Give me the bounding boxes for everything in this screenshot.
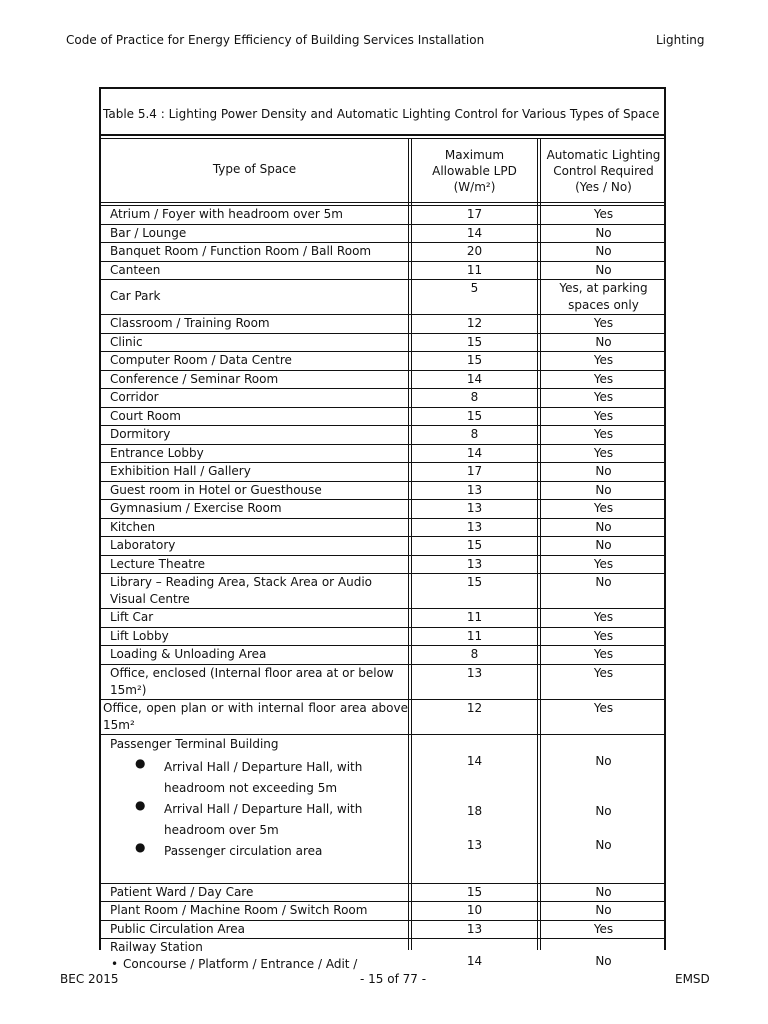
table-row xyxy=(101,206,664,225)
cell-max-lpd: 5 xyxy=(470,281,479,295)
column-header-line: Maximum xyxy=(444,148,505,162)
table-row xyxy=(101,665,664,700)
cell-max-lpd: 11 xyxy=(466,610,483,624)
cell-max-lpd: 14 xyxy=(466,225,483,240)
cell-type-of-space: Lift Car xyxy=(110,610,154,624)
cell-max-lpd: 13 xyxy=(466,482,483,497)
table-row xyxy=(101,574,664,609)
table-row xyxy=(101,482,664,501)
bullet-icon: ● xyxy=(135,755,146,770)
cell-max-lpd: 15 xyxy=(466,353,483,367)
cell-type-of-space: Lecture Theatre xyxy=(110,556,206,571)
cell-type-of-space: Office, open plan or with internal floor area above 15m² xyxy=(103,700,408,732)
cell-max-lpd: 15 xyxy=(466,884,483,899)
bullet-item-line: headroom not exceeding 5m xyxy=(164,780,338,795)
bullet-item-line: Arrival Hall / Departure Hall, with xyxy=(164,801,363,816)
cell-max-lpd: 10 xyxy=(466,903,483,917)
cell-auto-control: Yes xyxy=(593,390,614,404)
cell-auto-control: No xyxy=(595,538,612,552)
bullet-icon: • xyxy=(111,957,119,971)
cell-auto-control: Yes xyxy=(593,556,614,571)
table-row xyxy=(101,884,664,903)
document-header-section: Lighting xyxy=(656,33,705,47)
cell-auto-control: No xyxy=(595,954,612,968)
cell-max-lpd: 11 xyxy=(466,262,483,277)
cell-type-of-space: Computer Room / Data Centre xyxy=(110,353,292,367)
table-row xyxy=(101,243,664,262)
cell-max-lpd: 13 xyxy=(466,501,483,515)
cell-max-lpd: 11 xyxy=(466,628,483,643)
cell-type-of-space: Patient Ward / Day Care xyxy=(110,884,254,899)
table-row xyxy=(101,389,664,408)
cell-max-lpd: 15 xyxy=(466,408,483,423)
cell-auto-control: No xyxy=(595,482,612,497)
table-row xyxy=(101,519,664,538)
column-header-max-lpd xyxy=(412,147,537,195)
lpd-table xyxy=(99,87,666,971)
cell-auto-control: No xyxy=(595,903,612,917)
cell-type-of-space: Atrium / Foyer with headroom over 5m xyxy=(110,207,343,221)
cell-type-of-space: Railway Station xyxy=(110,940,203,954)
cell-auto-control: No xyxy=(595,334,612,349)
column-header-type-of-space: Type of Space xyxy=(212,162,297,176)
cell-max-lpd: 12 xyxy=(466,316,483,330)
cell-type-of-space: Canteen xyxy=(110,262,161,277)
cell-auto-control: No xyxy=(595,225,612,240)
column-header-line: (Yes / No) xyxy=(575,180,632,194)
cell-max-lpd: 15 xyxy=(466,538,483,552)
table-row xyxy=(101,315,664,334)
cell-max-lpd: 8 xyxy=(470,647,479,661)
table-row xyxy=(101,700,664,735)
table-row xyxy=(101,556,664,575)
cell-max-lpd: 17 xyxy=(466,207,483,221)
cell-auto-control: No xyxy=(595,464,612,478)
cell-type-of-space: Banquet Room / Function Room / Ball Room xyxy=(110,244,372,258)
table-row xyxy=(101,921,664,940)
cell-type-of-space: Gymnasium / Exercise Room xyxy=(110,501,282,515)
table-row-railway-station xyxy=(101,939,664,975)
footer-code: BEC 2015 xyxy=(60,972,119,986)
caption-divider xyxy=(101,134,664,136)
header-divider xyxy=(101,202,664,203)
bullet-item-text xyxy=(164,757,399,799)
cell-type-of-space: Office, enclosed (Internal floor area at or below 15m²) xyxy=(110,665,394,697)
table-row xyxy=(101,225,664,244)
table-row xyxy=(101,408,664,427)
cell-auto-control: Yes xyxy=(593,207,614,221)
cell-type-of-space: Kitchen xyxy=(110,519,156,534)
cell-auto-control: Yes xyxy=(593,445,614,460)
cell-max-lpd: 13 xyxy=(466,519,483,534)
cell-auto-control: Yes xyxy=(593,628,614,643)
cell-auto-control: Yes xyxy=(593,700,614,715)
cell-type-of-space: Public Circulation Area xyxy=(110,921,246,936)
bullet-item-line: headroom over 5m xyxy=(164,822,279,837)
cell-auto-control: No xyxy=(595,519,612,534)
cell-max-lpd: 14 xyxy=(466,753,483,768)
cell-max-lpd: 13 xyxy=(466,921,483,936)
cell-auto-control: No xyxy=(595,803,612,818)
cell-max-lpd: 18 xyxy=(466,803,483,818)
document-header-title: Code of Practice for Energy Efficiency of Building Services Installation xyxy=(66,33,485,47)
table-caption-text: Table 5.4 : Lighting Power Density and Automatic Lighting Control for Various Types of Space xyxy=(103,107,660,121)
cell-max-lpd: 14 xyxy=(466,954,483,968)
table-row xyxy=(101,445,664,464)
bullet-item-text xyxy=(164,841,399,862)
table-row xyxy=(101,352,664,371)
cell-type-of-space: Exhibition Hall / Gallery xyxy=(110,464,251,478)
cell-auto-control: No xyxy=(595,262,612,277)
table-row xyxy=(101,646,664,665)
cell-max-lpd: 13 xyxy=(466,556,483,571)
table-row xyxy=(101,902,664,921)
cell-auto-control: Yes xyxy=(593,427,614,441)
cell-max-lpd: 14 xyxy=(466,371,483,386)
column-header-line: Control Required xyxy=(553,164,654,178)
page-number: - 15 of 77 - xyxy=(360,972,427,986)
cell-type-of-space: Clinic xyxy=(110,334,143,349)
cell-type-of-space: Passenger Terminal Building xyxy=(110,736,279,751)
cell-auto-control: Yes xyxy=(593,316,614,330)
cell-type-of-space: Bar / Lounge xyxy=(110,225,187,240)
cell-max-lpd: 8 xyxy=(470,390,479,404)
cell-auto-control: Yes xyxy=(593,665,614,680)
cell-type-of-space: Entrance Lobby xyxy=(110,445,204,460)
cell-type-of-space: Car Park xyxy=(110,289,161,303)
cell-auto-control: Yes xyxy=(593,647,614,661)
bullet-icon: ● xyxy=(135,797,146,812)
table-row xyxy=(101,500,664,519)
footer-publisher: EMSD xyxy=(675,972,710,986)
bullet-item-text: Concourse / Platform / Entrance / Adit / xyxy=(123,957,358,971)
cell-type-of-space: Laboratory xyxy=(110,538,176,552)
cell-auto-control: No xyxy=(595,753,612,768)
cell-type-of-space: Library – Reading Area, Stack Area or Audio Visual Centre xyxy=(110,575,373,606)
bullet-item-line: Arrival Hall / Departure Hall, with xyxy=(164,759,363,774)
cell-max-lpd: 12 xyxy=(466,700,483,715)
cell-type-of-space: Dormitory xyxy=(110,427,171,441)
cell-type-of-space: Plant Room / Machine Room / Switch Room xyxy=(110,903,368,917)
table-row xyxy=(101,334,664,353)
table-body xyxy=(101,206,664,975)
cell-auto-control: Yes xyxy=(593,610,614,624)
cell-auto-control: Yes xyxy=(593,921,614,936)
column-header-line: Automatic Lighting xyxy=(546,148,661,162)
cell-type-of-space: Corridor xyxy=(110,390,159,404)
cell-auto-control: Yes xyxy=(593,371,614,386)
cell-max-lpd: 13 xyxy=(466,665,483,680)
table-row-passenger-terminal xyxy=(101,735,664,884)
table-row xyxy=(101,280,664,315)
cell-max-lpd: 13 xyxy=(466,837,483,852)
table-row xyxy=(101,463,664,482)
bullet-item-line: Passenger circulation area xyxy=(164,843,323,858)
bullet-icon: ● xyxy=(135,839,146,854)
caption-divider-inner xyxy=(101,138,664,139)
cell-type-of-space: Lift Lobby xyxy=(110,628,169,643)
cell-auto-control: No xyxy=(595,884,612,899)
cell-auto-control: No xyxy=(595,837,612,852)
cell-auto-control: Yes xyxy=(593,353,614,367)
column-header-line: (W/m²) xyxy=(453,180,496,194)
table-row xyxy=(101,426,664,445)
table-row xyxy=(101,609,664,628)
column-header-auto-control xyxy=(541,147,666,195)
cell-auto-control: No xyxy=(595,575,612,589)
cell-auto-control: Yes xyxy=(593,408,614,423)
bullet-item-text xyxy=(164,799,399,841)
cell-type-of-space: Court Room xyxy=(110,408,181,423)
cell-type-of-space: Classroom / Training Room xyxy=(110,316,270,330)
table-row xyxy=(101,537,664,556)
cell-max-lpd: 15 xyxy=(466,334,483,349)
cell-max-lpd: 14 xyxy=(466,445,483,460)
table-caption xyxy=(101,89,664,134)
cell-max-lpd: 20 xyxy=(466,244,483,258)
cell-auto-control: Yes, at parking spaces only xyxy=(559,281,648,312)
cell-type-of-space: Guest room in Hotel or Guesthouse xyxy=(110,482,322,497)
cell-auto-control: No xyxy=(595,244,612,258)
table-row xyxy=(101,262,664,281)
cell-auto-control: Yes xyxy=(593,501,614,515)
cell-type-of-space: Conference / Seminar Room xyxy=(110,371,279,386)
cell-max-lpd: 8 xyxy=(470,427,479,441)
cell-max-lpd: 15 xyxy=(466,575,483,589)
cell-max-lpd: 17 xyxy=(466,464,483,478)
table-row xyxy=(101,371,664,390)
column-header-line: Allowable LPD xyxy=(432,164,517,178)
table-row xyxy=(101,628,664,647)
cell-type-of-space: Loading & Unloading Area xyxy=(110,647,267,661)
